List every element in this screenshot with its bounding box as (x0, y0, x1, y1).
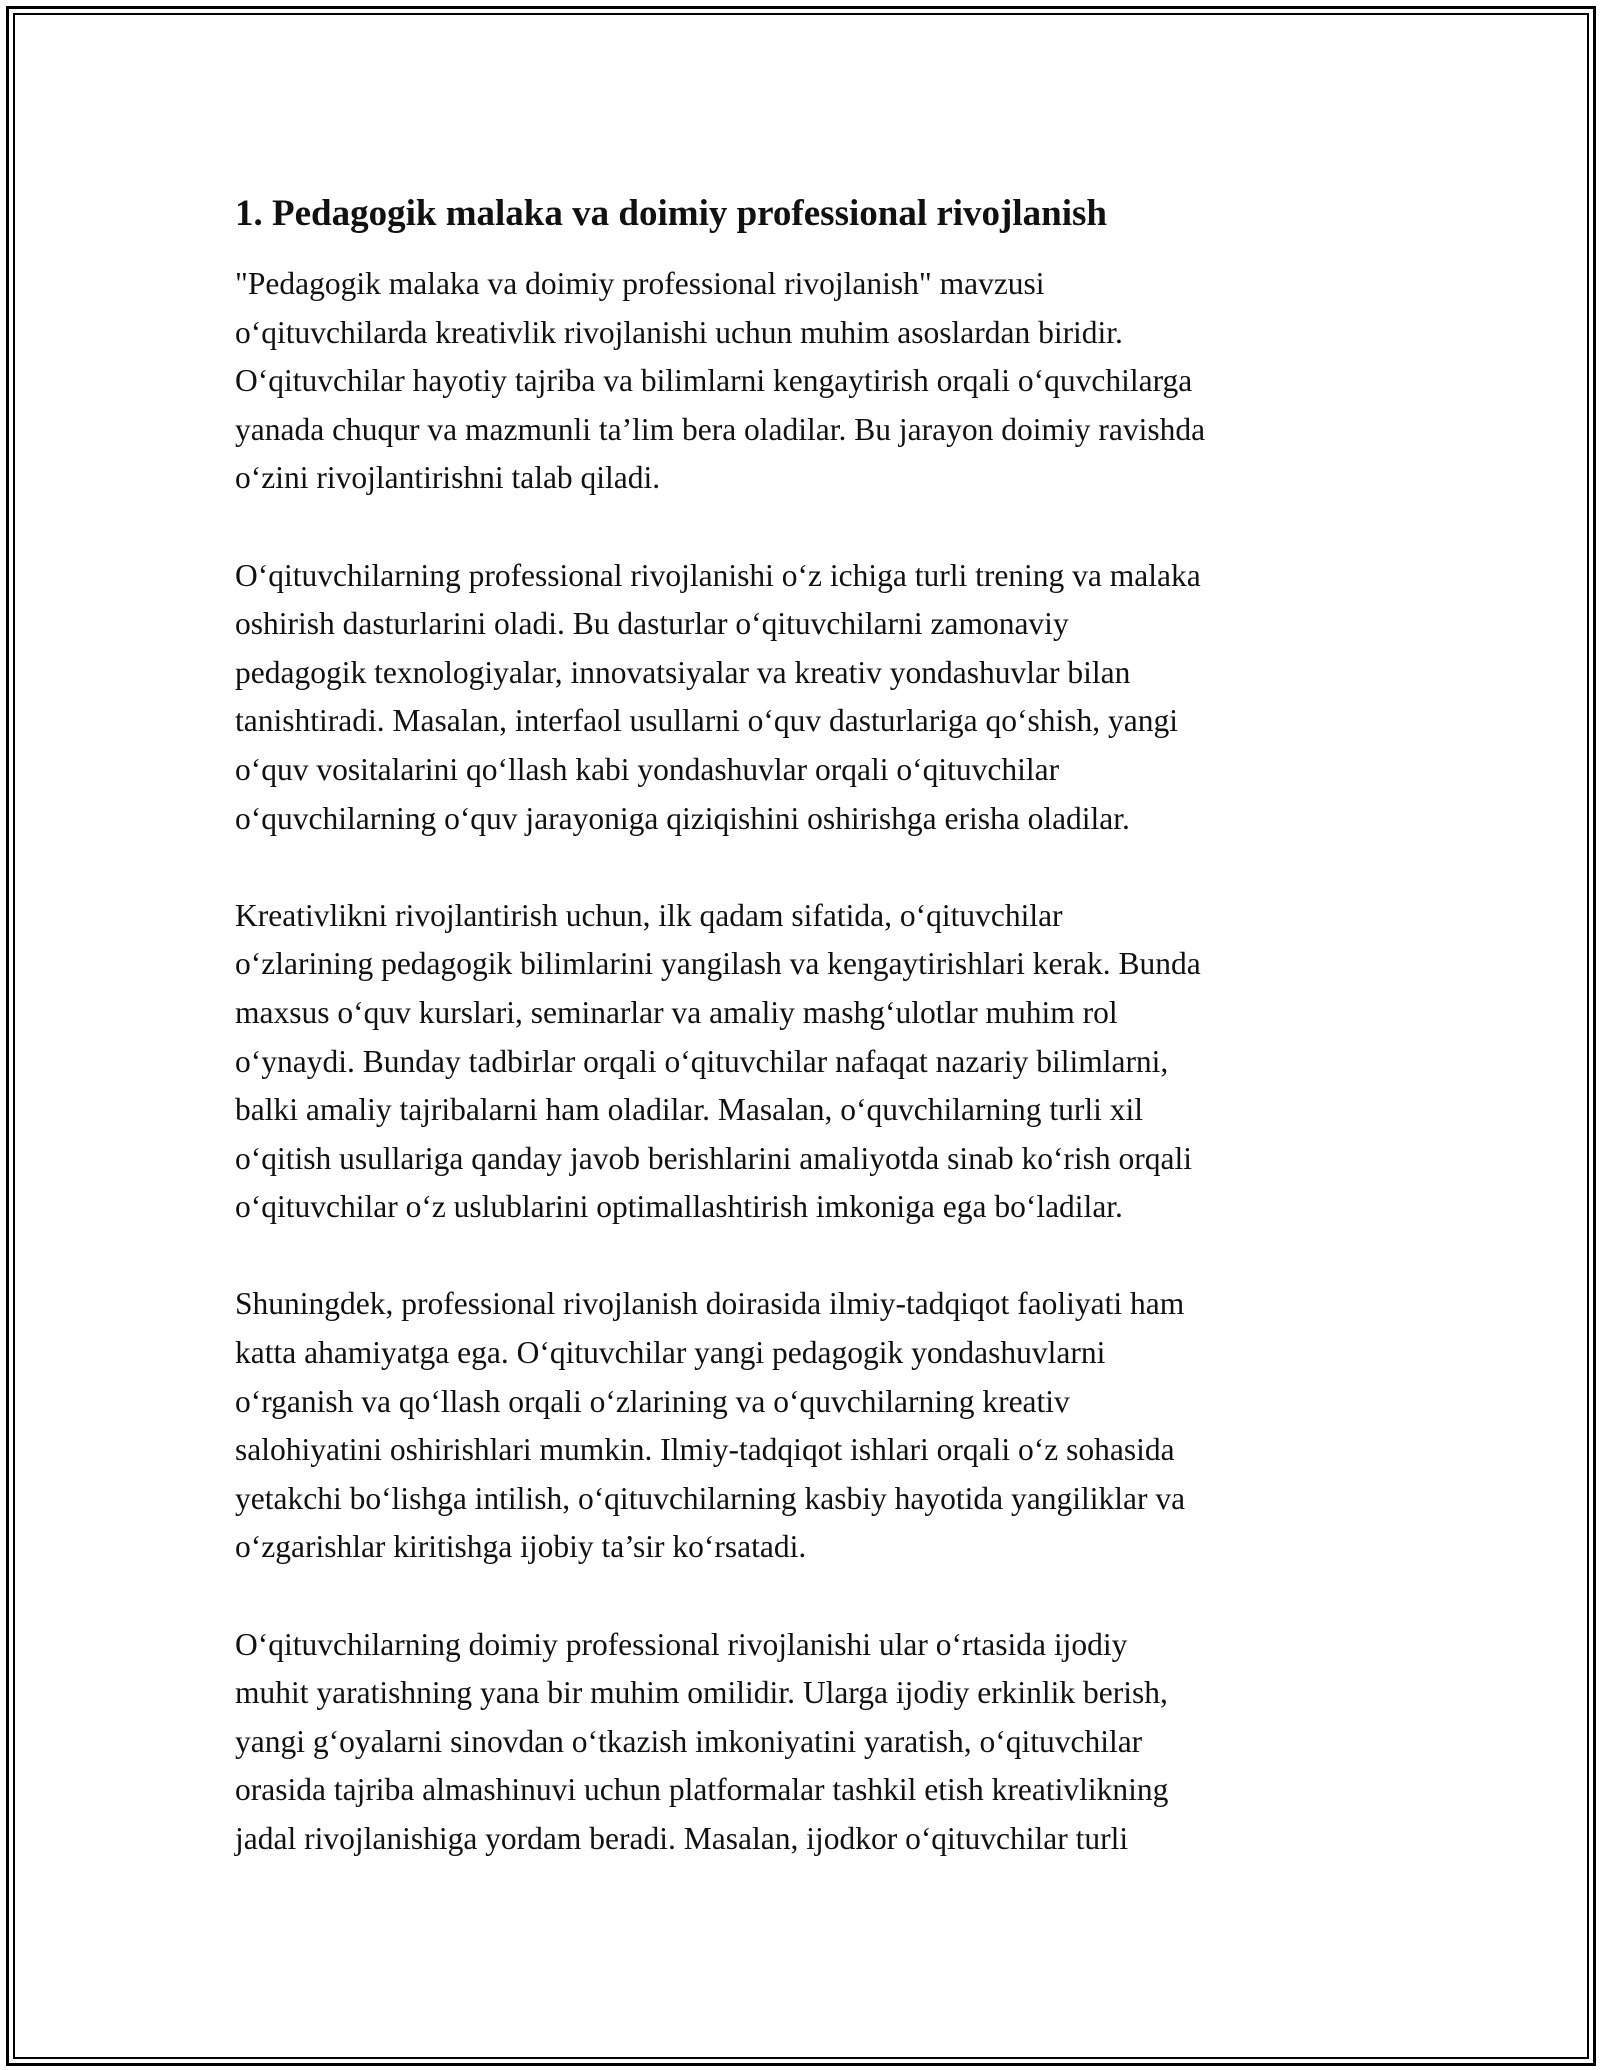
text-line: muhit yaratishning yana bir muhim omilidir. Ularga ijodiy erkinlik berish, (235, 1675, 1168, 1711)
text-line: oshirish dasturlarini oladi. Bu dasturlar o‘qituvchilarni zamonaviy (235, 606, 1069, 642)
text-line: O‘qituvchilar hayotiy tajriba va bilimlarni kengaytirish orqali o‘quvchilarga (235, 363, 1193, 399)
text-line: O‘qituvchilarning doimiy professional rivojlanishi ular o‘rtasida ijodiy (235, 1626, 1128, 1662)
text-line: orasida tajriba almashinuvi uchun platformalar tashkil etish kreativlikning (235, 1772, 1169, 1808)
text-line: o‘qituvchilarda kreativlik rivojlanishi uchun muhim asoslardan biridir. (235, 314, 1123, 350)
text-line: o‘rganish va qo‘llash orqali o‘zlarining va o‘quvchilarning kreativ (235, 1383, 1070, 1419)
paragraph-5 (235, 1621, 1375, 1864)
text-line: O‘qituvchilarning professional rivojlanishi o‘z ichiga turli trening va malaka (235, 557, 1201, 593)
text-line: tanishtiradi. Masalan, interfaol usullarni o‘quv dasturlariga qo‘shish, yangi (235, 703, 1179, 739)
text-line: o‘quvchilarning o‘quv jarayoniga qiziqishini oshirishga erisha oladilar. (235, 800, 1130, 836)
text-line: pedagogik texnologiyalar, innovatsiyalar va kreativ yondashuvlar bilan (235, 654, 1131, 690)
text-line: o‘ynaydi. Bunday tadbirlar orqali o‘qituvchilar nafaqat nazariy bilimlarni, (235, 1043, 1169, 1079)
text-line: o‘quv vositalarini qo‘llash kabi yondashuvlar orqali o‘qituvchilar (235, 751, 1060, 787)
text-line: jadal rivojlanishiga yordam beradi. Masalan, ijodkor o‘qituvchilar turli (235, 1821, 1129, 1856)
paragraph-3 (235, 892, 1375, 1232)
text-line: salohiyatini oshirishlari mumkin. Ilmiy-tadqiqot ishlari orqali o‘z sohasida (235, 1432, 1175, 1468)
text-line: balki amaliy tajribalarni ham oladilar. Masalan, o‘quvchilarning turli xil (235, 1092, 1143, 1128)
section-heading: 1. Pedagogik malaka va doimiy professional rivojlanish (235, 193, 1107, 234)
text-line: maxsus o‘quv kurslari, seminarlar va amaliy mashg‘ulotlar muhim rol (235, 994, 1118, 1030)
paragraph-2 (235, 552, 1375, 844)
text-line: Shuningdek, professional rivojlanish doirasida ilmiy-tadqiqot faoliyati ham (235, 1286, 1185, 1322)
text-line: o‘qituvchilar o‘z uslublarini optimallashtirish imkoniga ega bo‘ladilar. (235, 1189, 1123, 1225)
text-line: yetakchi bo‘lishga intilish, o‘qituvchilarning kasbiy hayotida yangiliklar va (235, 1480, 1186, 1516)
text-line: yangi g‘oyalarni sinovdan o‘tkazish imkoniyatini yaratish, o‘qituvchilar (235, 1723, 1143, 1759)
paragraph-1 (235, 260, 1375, 503)
text-line: Kreativlikni rivojlantirish uchun, ilk qadam sifatida, o‘qituvchilar (235, 897, 1063, 933)
document-body (235, 190, 1375, 1912)
text-line: o‘zlarining pedagogik bilimlarini yangilash va kengaytirishlari kerak. Bunda (235, 946, 1201, 982)
text-line: "Pedagogik malaka va doimiy professional rivojlanish" mavzusi (235, 266, 1045, 301)
text-line: o‘qitish usullariga qanday javob berishlarini amaliyotda sinab ko‘rish orqali (235, 1140, 1193, 1176)
text-line: katta ahamiyatga ega. O‘qituvchilar yangi pedagogik yondashuvlarni (235, 1335, 1106, 1371)
paragraph-4 (235, 1280, 1375, 1572)
text-line: o‘zgarishlar kiritishga ijobiy ta’sir ko‘rsatadi. (235, 1529, 807, 1565)
text-line: o‘zini rivojlantirishni talab qiladi. (235, 460, 661, 496)
text-line: yanada chuqur va mazmunli ta’lim bera oladilar. Bu jarayon doimiy ravishda (235, 411, 1206, 447)
